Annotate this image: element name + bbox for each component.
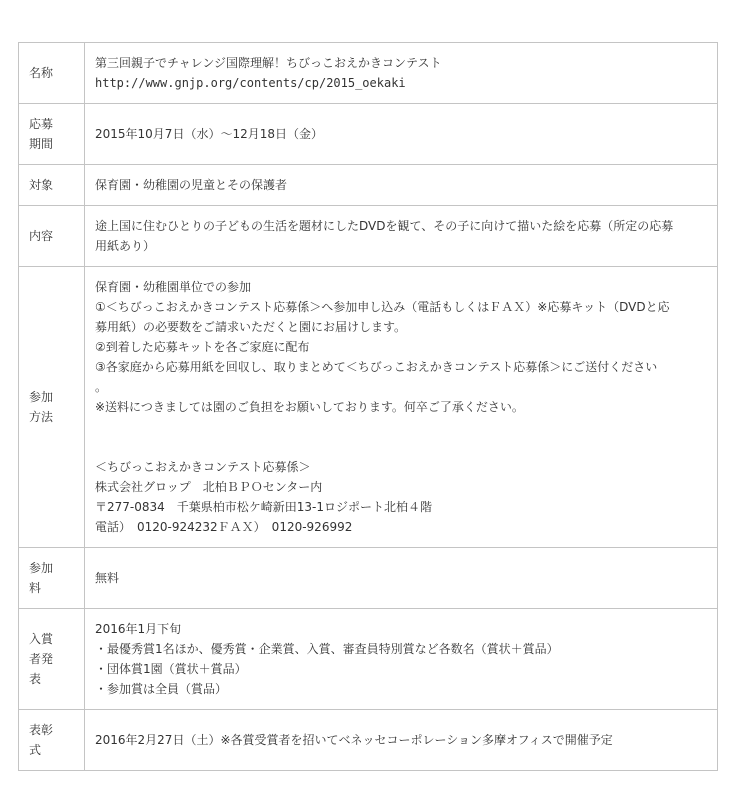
row-label — [19, 710, 85, 771]
row-value-line: ・参加賞は全員（賞品） — [95, 682, 228, 696]
row-value — [85, 609, 718, 710]
row-label-line: 対象 — [29, 178, 54, 192]
row-value-line: 無料 — [95, 571, 120, 585]
row-value-line: 電話） 0120-924232ＦＡＸ） 0120-926992 — [95, 520, 353, 534]
row-label-line: 応募 — [29, 117, 54, 131]
row-label — [19, 165, 85, 206]
row-value-line: ②到着した応募キットを各ご家庭に配布 — [95, 340, 310, 354]
contest-url-link[interactable]: http://www.gnjp.org/contents/cp/2015_oekaki — [95, 76, 406, 90]
info-row-content — [19, 206, 718, 267]
row-value-line: 募用紙）の必要数をご請求いただくと園にお届けします。 — [95, 320, 407, 334]
row-label-line: 式 — [29, 743, 42, 757]
row-label-line: 入賞 — [29, 632, 54, 646]
row-value-line: ①＜ちびっこおえかきコンテスト応募係＞へ参加申し込み（電話もしくはＦＡＸ）※応募キット（DVDと応 — [95, 300, 670, 314]
contest-info-table-body — [19, 43, 718, 771]
info-row-fee — [19, 548, 718, 609]
info-row-name — [19, 43, 718, 104]
row-label-line: 表彰 — [29, 723, 54, 737]
row-label — [19, 206, 85, 267]
row-value-line: 2016年1月下旬 — [95, 622, 182, 636]
row-label-line: 者発 — [29, 652, 54, 666]
info-row-method — [19, 267, 718, 548]
row-value-line: ・団体賞1園（賞状＋賞品） — [95, 662, 247, 676]
row-value-line: ③各家庭から応募用紙を回収し、取りまとめて＜ちびっこおえかきコンテスト応募係＞にご送付ください — [95, 360, 658, 374]
info-row-target — [19, 165, 718, 206]
row-value-line: 保育園・幼稚園単位での参加 — [95, 280, 252, 294]
row-label-line: 参加 — [29, 390, 54, 404]
row-value-line: ＜ちびっこおえかきコンテスト応募係＞ — [95, 460, 311, 474]
row-value — [85, 43, 718, 104]
row-label-line: 表 — [29, 672, 42, 686]
row-label — [19, 267, 85, 548]
contest-info-section — [18, 42, 718, 771]
row-value-line: ・最優秀賞1名ほか、優秀賞・企業賞、入賞、審査員特別賞など各数名（賞状＋賞品） — [95, 642, 559, 656]
row-value-line: 第三回親子でチャレンジ国際理解！ちびっこおえかきコンテスト — [95, 56, 442, 70]
row-label-line: 内容 — [29, 229, 54, 243]
row-value-line: ※送料につきましては園のご負担をお願いしております。何卒ご了承ください。 — [95, 400, 524, 414]
row-label — [19, 609, 85, 710]
row-value — [85, 710, 718, 771]
info-row-period — [19, 104, 718, 165]
row-value — [85, 165, 718, 206]
row-value-line: 用紙あり） — [95, 239, 156, 253]
info-row-announcement — [19, 609, 718, 710]
row-label-line: 名称 — [29, 66, 54, 80]
row-value — [85, 104, 718, 165]
row-value-line: 途上国に住むひとりの子どもの生活を題材にしたDVDを観て、その子に向けて描いた絵を応募（所定の応募 — [95, 219, 674, 233]
row-label — [19, 43, 85, 104]
info-row-ceremony — [19, 710, 718, 771]
row-label-line: 方法 — [29, 410, 54, 424]
row-label — [19, 548, 85, 609]
row-label-line: 料 — [29, 581, 42, 595]
row-label-line: 期間 — [29, 137, 54, 151]
row-value-line: 。 — [95, 380, 108, 394]
row-value — [85, 206, 718, 267]
contest-info-table — [18, 42, 718, 771]
blank-line — [95, 417, 707, 437]
row-label-line: 参加 — [29, 561, 54, 575]
blank-line — [95, 437, 707, 457]
row-value — [85, 267, 718, 548]
row-value-line: 2016年2月27日（土）※各賞受賞者を招いてベネッセコーポレーション多摩オフィスで開催予定 — [95, 733, 613, 747]
row-value-line: 2015年10月7日（水）～12月18日（金） — [95, 127, 323, 141]
row-value-line: 〒277-0834 千葉県柏市松ケ崎新田13-1ロジポート北柏４階 — [95, 500, 433, 514]
row-value — [85, 548, 718, 609]
row-label — [19, 104, 85, 165]
row-value-line: 株式会社グロップ 北柏ＢＰＯセンター内 — [95, 480, 323, 494]
row-value-line: 保育園・幼稚園の児童とその保護者 — [95, 178, 288, 192]
